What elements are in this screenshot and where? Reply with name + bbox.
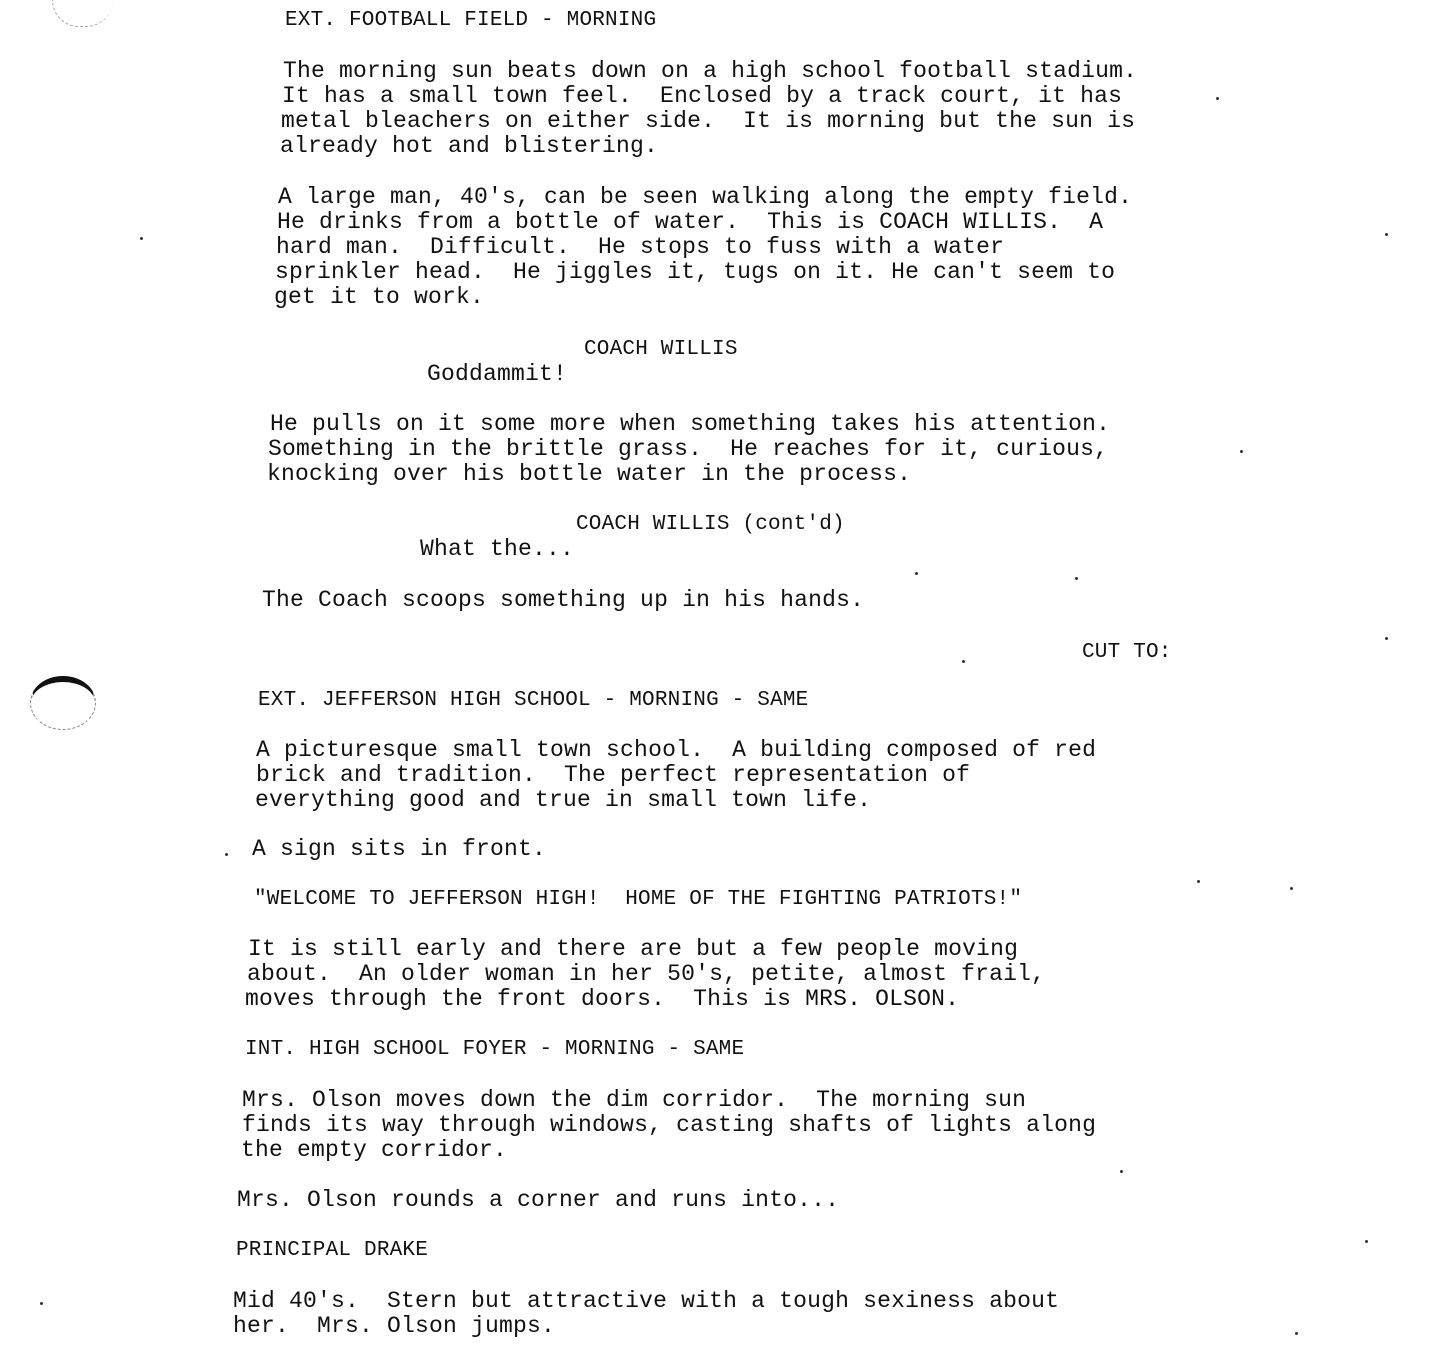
action-line: about. An older woman in her 50's, petite, almost frail, bbox=[247, 961, 1046, 987]
action-line: The morning sun beats down on a high school football stadium. bbox=[283, 58, 1138, 84]
action-line: hard man. Difficult. He stops to fuss with a water bbox=[276, 234, 1005, 260]
action-line: It is still early and there are but a few people moving bbox=[248, 936, 1019, 962]
character-name: COACH WILLIS (cont'd) bbox=[576, 513, 845, 536]
action-line: Something in the brittle grass. He reaches for it, curious, bbox=[268, 436, 1109, 462]
speck-mark bbox=[40, 1302, 43, 1305]
speck-mark bbox=[1385, 233, 1388, 236]
action-line: the empty corridor. bbox=[241, 1137, 508, 1163]
action-line: Mrs. Olson moves down the dim corridor. The morning sun bbox=[242, 1087, 1027, 1113]
action-line: It has a small town feel. Enclosed by a track court, it has bbox=[282, 83, 1123, 109]
character-name: PRINCIPAL DRAKE bbox=[236, 1239, 429, 1262]
action-line: already hot and blistering. bbox=[280, 133, 659, 159]
action-line: moves through the front doors. This is MRS. OLSON. bbox=[245, 986, 960, 1012]
action-line: Mid 40's. Stern but attractive with a tough sexiness about bbox=[233, 1288, 1060, 1314]
transition: CUT TO: bbox=[1082, 641, 1172, 664]
speck-mark bbox=[1216, 97, 1219, 100]
speck-mark bbox=[1365, 1240, 1368, 1243]
action-line: everything good and true in small town life. bbox=[255, 787, 872, 813]
action-line: A sign sits in front. bbox=[252, 836, 547, 862]
speck-mark bbox=[915, 572, 918, 575]
speck-mark bbox=[225, 853, 228, 856]
speck-mark bbox=[140, 237, 143, 240]
speck-mark bbox=[1240, 450, 1243, 453]
action-line: metal bleachers on either side. It is morning but the sun is bbox=[281, 108, 1136, 134]
speck-mark bbox=[1295, 1332, 1298, 1335]
action-line: A picturesque small town school. A building composed of red bbox=[256, 737, 1097, 763]
action-line: finds its way through windows, casting shafts of lights along bbox=[242, 1112, 1097, 1138]
dialogue: What the... bbox=[420, 536, 575, 562]
punch-hole-mark bbox=[30, 676, 96, 730]
speck-mark bbox=[1197, 880, 1200, 883]
speck-mark bbox=[1290, 887, 1293, 890]
dialogue: Goddammit! bbox=[427, 361, 568, 387]
speck-mark bbox=[1120, 1170, 1123, 1173]
action-line: Mrs. Olson rounds a corner and runs into... bbox=[237, 1187, 840, 1213]
action-line: He drinks from a bottle of water. This is COACH WILLIS. A bbox=[277, 209, 1104, 235]
punch-hole-mark bbox=[52, 0, 113, 27]
action-line: knocking over his bottle water in the process. bbox=[267, 461, 912, 487]
sign-text: "WELCOME TO JEFFERSON HIGH! HOME OF THE FIGHTING PATRIOTS!" bbox=[254, 888, 1023, 911]
action-line: get it to work. bbox=[274, 284, 485, 310]
action-line: brick and tradition. The perfect representation of bbox=[256, 762, 971, 788]
scene-heading: INT. HIGH SCHOOL FOYER - MORNING - SAME bbox=[245, 1038, 745, 1061]
character-name: COACH WILLIS bbox=[584, 338, 738, 361]
scene-heading: EXT. FOOTBALL FIELD - MORNING bbox=[285, 9, 657, 32]
speck-mark bbox=[1385, 637, 1388, 640]
speck-mark bbox=[962, 660, 965, 663]
action-line: A large man, 40's, can be seen walking along the empty field. bbox=[278, 184, 1133, 210]
action-line: He pulls on it some more when something takes his attention. bbox=[270, 411, 1111, 437]
action-line: The Coach scoops something up in his hands. bbox=[262, 587, 865, 613]
action-line: her. Mrs. Olson jumps. bbox=[233, 1313, 556, 1339]
action-line: sprinkler head. He jiggles it, tugs on it. He can't seem to bbox=[275, 259, 1116, 285]
scene-heading: EXT. JEFFERSON HIGH SCHOOL - MORNING - SAME bbox=[258, 689, 809, 712]
speck-mark bbox=[1075, 577, 1078, 580]
